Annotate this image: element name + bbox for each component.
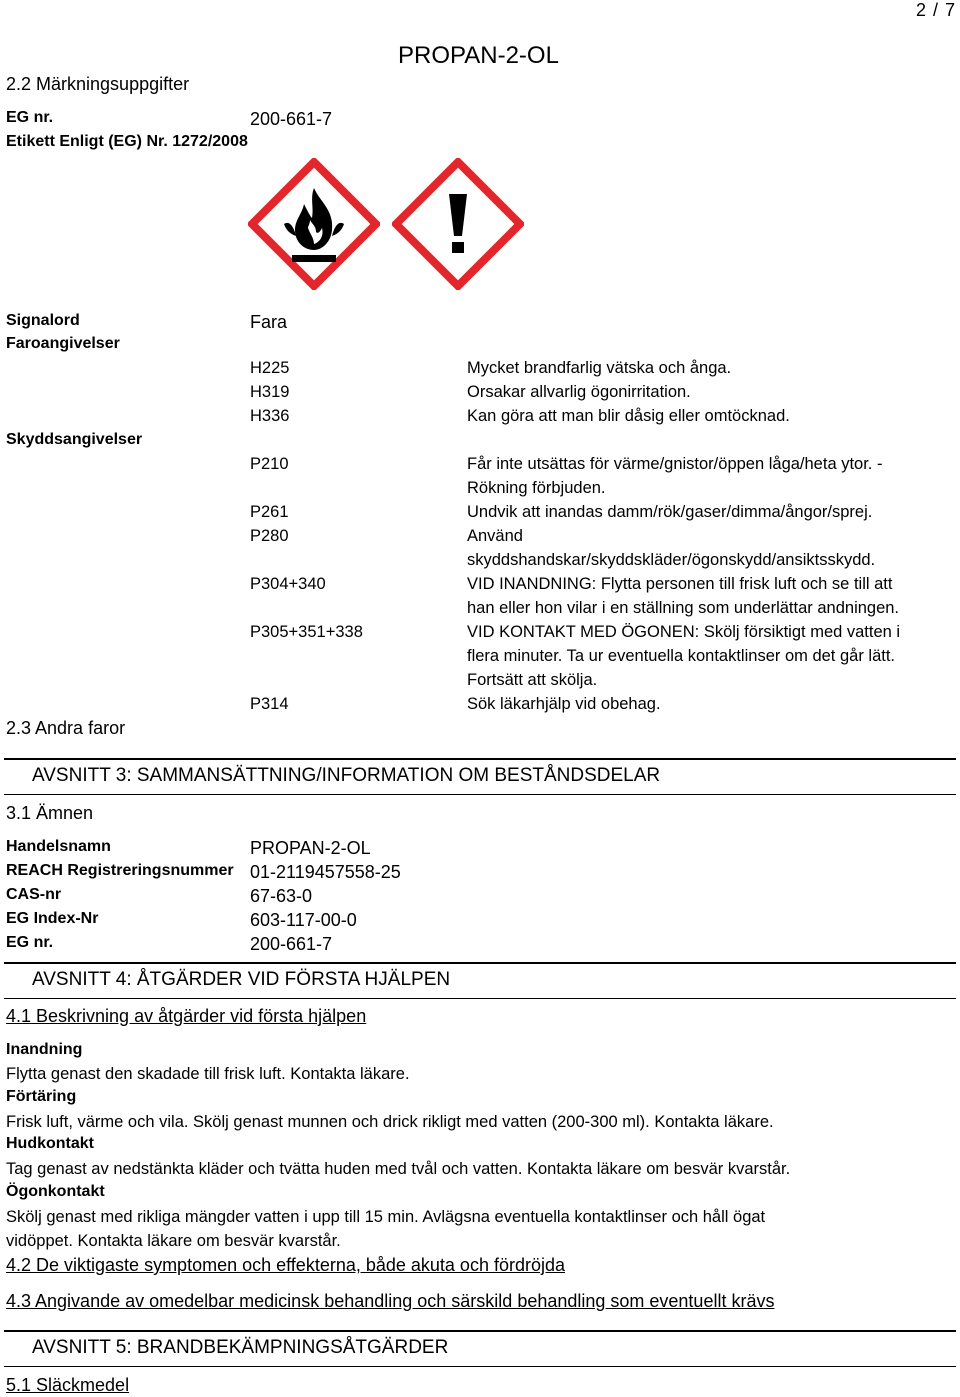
subsection-3-1-title: 3.1 Ämnen [6, 803, 94, 823]
substance-field-label: CAS-nr [6, 886, 62, 903]
substance-field-label: REACH Registreringsnummer [6, 862, 234, 879]
substance-field-value: 67-63-0 [250, 886, 313, 906]
hudkontakt-text: Tag genast av nedstänkta kläder och tvätta huden med tvål och vatten. Kontakta läkare om besvär kvarstår. [6, 1160, 791, 1178]
precaution-text-line: Sök läkarhjälp vid obehag. [467, 695, 661, 713]
ogonkontakt-label: Ögonkontakt [6, 1183, 105, 1200]
substance-field-value: 200-661-7 [250, 934, 333, 954]
precaution-text-line: Rökning förbjuden. [467, 479, 606, 497]
inandning-text: Flytta genast den skadade till frisk luft. Kontakta läkare. [6, 1065, 410, 1083]
section-3-header [4, 758, 956, 795]
precaution-text-line: VID INANDNING: Flytta personen till frisk luft och se till att [467, 575, 893, 593]
hazard-code: H336 [250, 407, 290, 425]
subsection-2-3-title: 2.3 Andra faror [6, 718, 126, 738]
precaution-text-line: Undvik att inandas damm/rök/gaser/dimma/ångor/sprej. [467, 503, 873, 521]
section-3-title: AVSNITT 3: SAMMANSÄTTNING/INFORMATION OM BESTÅNDSDELAR [32, 765, 661, 786]
subsection-4-3-title: 4.3 Angivande av omedelbar medicinsk behandling och särskild behandling som eventuellt krävs [6, 1291, 775, 1311]
ogonkontakt-line-1: Skölj genast med rikliga mängder vatten i upp till 15 min. Avlägsna eventuella kontaktlinser och håll ögat [6, 1208, 766, 1226]
eg-nr-value: 200-661-7 [250, 109, 333, 129]
precaution-code: P210 [250, 455, 289, 473]
skyddsangivelser-label: Skyddsangivelser [6, 431, 143, 448]
etikett-label: Etikett Enligt (EG) Nr. 1272/2008 [6, 133, 248, 150]
subsection-2-2-title: 2.2 Märkningsuppgifter [6, 74, 190, 94]
precaution-text-line: VID KONTAKT MED ÖGONEN: Skölj försiktigt med vatten i [467, 623, 901, 641]
hudkontakt-label: Hudkontakt [6, 1135, 94, 1152]
fortaring-label: Förtäring [6, 1088, 77, 1105]
precaution-text-line: flera minuter. Ta ur eventuella kontaktlinser om det går lätt. [467, 647, 896, 665]
precaution-code: P304+340 [250, 575, 326, 593]
section-5-header [4, 1330, 956, 1367]
hazard-text: Mycket brandfarlig vätska och ånga. [467, 359, 732, 377]
section-4-header [4, 962, 956, 999]
signalord-label: Signalord [6, 312, 80, 329]
precaution-text-line: Fortsätt att skölja. [467, 671, 598, 689]
faroangivelser-label: Faroangivelser [6, 335, 120, 352]
precaution-text-line: Använd [467, 527, 523, 545]
page-number: 2 / 7 [915, 0, 956, 20]
subsection-4-1-title: 4.1 Beskrivning av åtgärder vid första hjälpen [6, 1006, 367, 1026]
subsection-5-1-title: 5.1 Släckmedel [6, 1375, 130, 1395]
substance-field-value: 01-2119457558-25 [250, 862, 401, 882]
substance-field-value: 603-117-00-0 [250, 910, 357, 930]
exclamation-pictogram [392, 158, 524, 290]
precaution-code: P305+351+338 [250, 623, 363, 641]
subsection-4-2-title: 4.2 De viktigaste symptomen och effekterna, både akuta och fördröjda [6, 1255, 565, 1275]
precaution-text-line: skyddshandskar/skyddskläder/ögonskydd/ansiktsskydd. [467, 551, 876, 569]
substance-field-label: Handelsnamn [6, 838, 111, 855]
precaution-text-line: Får inte utsättas för värme/gnistor/öppen låga/heta ytor. - [467, 455, 883, 473]
substance-field-value: PROPAN-2-OL [250, 838, 371, 858]
signalord-value: Fara [250, 312, 288, 332]
section-4-title: AVSNITT 4: ÅTGÄRDER VID FÖRSTA HJÄLPEN [32, 969, 451, 990]
precaution-code: P261 [250, 503, 289, 521]
inandning-label: Inandning [6, 1041, 83, 1058]
hazard-text: Kan göra att man blir dåsig eller omtöcknad. [467, 407, 790, 425]
precaution-code: P314 [250, 695, 289, 713]
eg-nr-label: EG nr. [6, 109, 54, 126]
substance-field-label: EG nr. [6, 934, 54, 951]
precaution-text-line: han eller hon vilar i en ställning som underlättar andningen. [467, 599, 900, 617]
ogonkontakt-line-2: vidöppet. Kontakta läkare om besvär kvarstår. [6, 1232, 341, 1250]
product-title: PROPAN-2-OL [398, 42, 559, 69]
hazard-text: Orsakar allvarlig ögonirritation. [467, 383, 691, 401]
fortaring-text: Frisk luft, värme och vila. Skölj genast munnen och drick rikligt med vatten (200-300 ml). Kontakta läkare. [6, 1113, 774, 1131]
precaution-code: P280 [250, 527, 289, 545]
section-5-title: AVSNITT 5: BRANDBEKÄMPNINGSÅTGÄRDER [32, 1337, 449, 1358]
hazard-code: H225 [250, 359, 290, 377]
hazard-code: H319 [250, 383, 290, 401]
substance-field-label: EG Index-Nr [6, 910, 99, 927]
flame-pictogram [248, 158, 380, 290]
